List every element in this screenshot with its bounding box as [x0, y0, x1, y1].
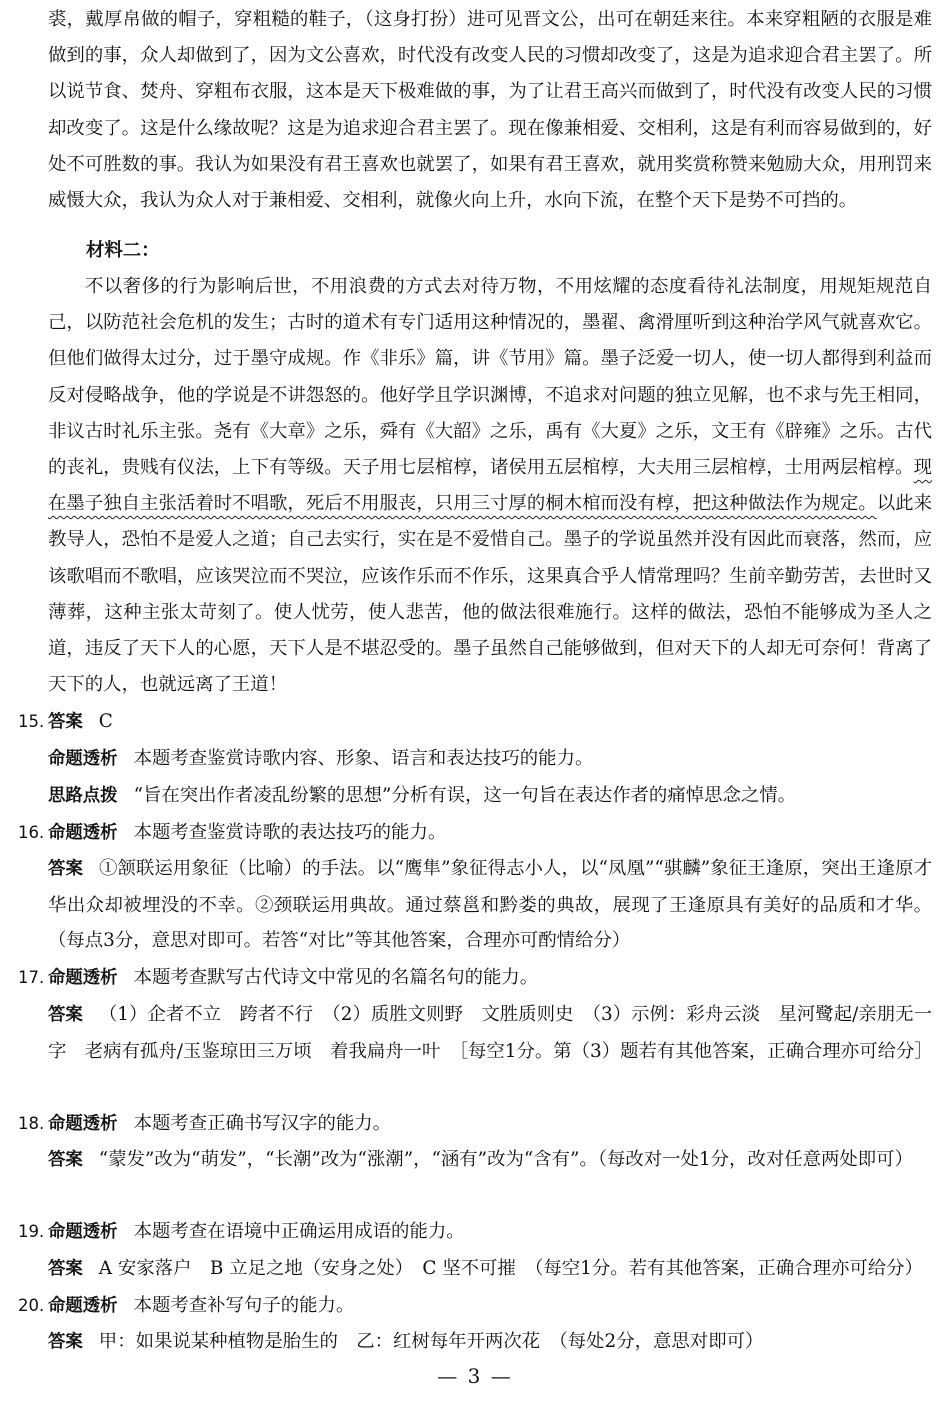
q16-answer-label: 答案	[48, 859, 83, 879]
material-two-text-before: 不以奢侈的行为影响后世，不用浪费的方式去对待万物，不用炫耀的态度看待礼法制度，用规矩规范自己，以防范社会危机的发生；古时的道术有专门适用这种情况的，墨翟、禽滑厘听到这种治学风气就喜欢它。但他们做得太过分，过于墨守成规。作《非乐》篇，讲《节用》篇。墨子泛爱一切人，使一切人都得到利益而反对侵略战争，他的学说是不讲怨怒的。他好学且学识渊博，不追求对问题的独立见解，也不求与先王相同，非议古时礼乐主张。尧有《大章》之乐，舜有《大韶》之乐，禹有《大夏》之乐，文王有《辟雍》之乐。古代的丧礼，贵贱有仪法，上下有等级。天子用七层棺椁，诸侯用五层棺椁，大夫用三层棺椁，士用两层棺椁。	[48, 276, 932, 479]
q20-number: 20.	[18, 1296, 45, 1315]
passage-continuation: 裘，戴厚帛做的帽子，穿粗糙的鞋子，（这身打扮）进可见晋文公，出可在朝廷来往。本来穿粗陋的衣服是难做到的事，众人却做到了，因为文公喜欢，时代没有改变人民的习惯却改变了，这是为追求迎合君主罢了。所以说节食、焚舟、穿粗布衣服，这本是天下极难做的事，为了让君王高兴而做到了，时代没有改变人民的习惯却改变了。这是什么缘故呢？这是为追求迎合君主罢了。现在像兼相爱、交相利，这是有利而容易做到的，好处不可胜数的事。我认为如果没有君王喜欢也就罢了，如果有君王喜欢，就用奖赏称赞来勉励大众，用刑罚来威慑大众，我认为众人对于兼相爱、交相利，就像火向上升，水向下流，在整个天下是势不可挡的。	[48, 9, 932, 212]
q18-analysis-label: 命题透析	[48, 1114, 118, 1134]
q20-answer-label: 答案	[48, 1332, 83, 1352]
q17-analysis-row	[18, 960, 932, 996]
q19-answer-label: 答案	[48, 1259, 83, 1279]
q15-analysis-label: 命题透析	[48, 749, 118, 769]
q15-hint-text: “旨在突出作者凌乱纷繁的思想”分析有误，这一句旨在表达作者的痛悼思念之情。	[133, 785, 797, 806]
material-two-text-after: 以此来教导人，恐怕不是爱人之道；自己去实行，实在是不爱惜自己。墨子的学说虽然并没有因此而衰落，然而，应该歌唱而不歌唱，应该哭泣而不哭泣，应该作乐而不作乐，这果真合乎人情常理吗？生前辛勤劳苦，去世时又薄葬，这种主张太苛刻了。使人忧劳，使人悲苦，他的做法很难施行。这样的做法，恐怕不能够成为圣人之道，违反了天下人的心愿，天下人是不堪忍受的。墨子虽然自己能够做到，但对天下的人却无可奈何！背离了天下的人，也就远离了王道！	[48, 493, 932, 696]
q19-analysis-label: 命题透析	[48, 1222, 118, 1242]
q15-number: 15.	[18, 712, 45, 731]
q15-answer-value: C	[98, 711, 113, 732]
q19-number: 19.	[18, 1222, 45, 1241]
q19-answer-row	[48, 1251, 932, 1288]
q20-analysis-label: 命题透析	[48, 1296, 118, 1316]
q17-answer-label: 答案	[48, 1005, 83, 1025]
q17-answer-row	[48, 997, 932, 1069]
q20-answer-text: 甲：如果说某种植物是胎生的 乙：红树每年开两次花 （每处2分，意思对即可）	[98, 1331, 764, 1352]
q16-analysis-label: 命题透析	[48, 823, 118, 843]
q18-number: 18.	[18, 1114, 45, 1133]
q17-analysis-label: 命题透析	[48, 968, 118, 988]
q19-analysis-text: 本题考查在语境中正确运用成语的能力。	[133, 1221, 465, 1242]
q15-hint-row	[48, 778, 932, 815]
q19-answer-text: A 安家落户 B 立足之地（安身之处） C 坚不可摧 （每空1分。若有其他答案，正确合理亦可给分）	[98, 1258, 923, 1279]
q16-answer-text: ①颔联运用象征（比喻）的手法。以“鹰隼”象征得志小人，以“凤凰”“骐麟”象征王逢原，突出王逢原才华出众却被埋没的不幸。②颈联运用典故。通过蔡邕和黔娄的典故，展现了王逢原具有美好的品质和才华。（每点3分，意思对即可。若答“对比”等其他答案，合理亦可酌情给分）	[48, 858, 932, 952]
q16-answer-row	[48, 851, 932, 959]
q15-analysis-text: 本题考查鉴赏诗歌内容、形象、语言和表达技巧的能力。	[133, 748, 594, 769]
q17-number: 17.	[18, 968, 45, 987]
q20-analysis-row	[18, 1288, 932, 1324]
q15-answer-row	[18, 704, 932, 740]
q16-analysis-text: 本题考查鉴赏诗歌的表达技巧的能力。	[133, 822, 447, 843]
q20-answer-row	[48, 1324, 932, 1361]
page-number: — 3 —	[437, 1364, 513, 1388]
q18-answer-row	[48, 1142, 932, 1179]
q18-analysis-text: 本题考查正确书写汉字的能力。	[133, 1113, 392, 1134]
q18-analysis-row	[18, 1106, 932, 1142]
material-two-underlined-sentence: 现在墨子独自主张活着时不唱歌，死后不用服丧，只用三寸厚的桐木棺而没有椁，把这种做法作为规定。	[48, 457, 932, 515]
material-two-text	[48, 269, 932, 703]
q20-analysis-text: 本题考查补写句子的能力。	[133, 1295, 355, 1316]
q18-answer-text: “蒙发”改为“萌发”，“长潮”改为“涨潮”，“涵有”改为“含有”。（每改对一处1分，改对任意两处即可）	[98, 1149, 913, 1170]
q17-answer-text: （1）企者不立 跨者不行 （2）质胜文则野 文胜质则史 （3）示例：彩舟云淡 星河鹭起/亲朋无一字 老病有孤舟/玉鉴琼田三万顷 着我扁舟一叶 ［每空1分。第（3）题若有其他答案，正确合理亦可给分］	[48, 1004, 933, 1062]
q18-answer-label: 答案	[48, 1150, 83, 1170]
q15-analysis-row	[48, 741, 932, 778]
q15-answer-label: 答案	[48, 712, 83, 732]
q16-analysis-row	[18, 815, 932, 851]
q17-analysis-text: 本题考查默写古代诗文中常见的名篇名句的能力。	[133, 967, 539, 988]
material-two-heading: 材料二：	[86, 240, 160, 261]
q15-hint-label: 思路点拨	[48, 786, 118, 806]
q19-analysis-row	[18, 1214, 932, 1250]
q16-number: 16.	[18, 823, 45, 842]
